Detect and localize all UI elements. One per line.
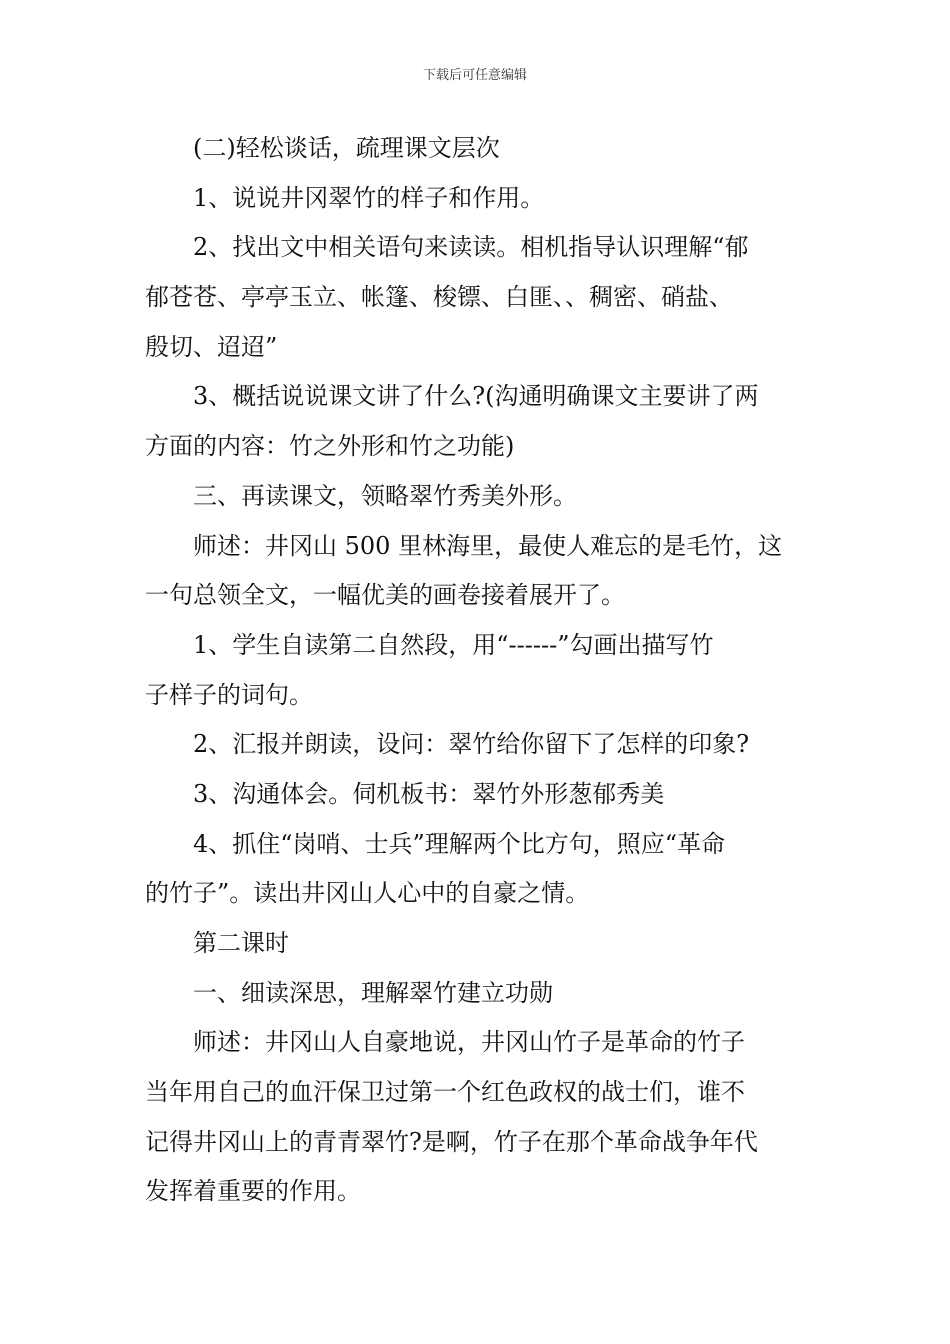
paragraph-line: 方面的内容：竹之外形和竹之功能) xyxy=(145,432,515,461)
paragraph-line: 三、再读课文，领略翠竹秀美外形。 xyxy=(193,481,577,510)
paragraph-line: 4、抓住“岗哨、士兵”理解两个比方句，照应“革命 xyxy=(193,829,726,858)
paragraph-line: 的竹子”。读出井冈山人心中的自豪之情。 xyxy=(145,879,590,908)
paragraph-line: 发挥着重要的作用。 xyxy=(145,1177,361,1206)
paragraph-line: 当年用自己的血汗保卫过第一个红色政权的战士们，谁不 xyxy=(145,1078,745,1107)
document-body xyxy=(145,124,810,1217)
paragraph-line: 师述：井冈山 500 里林海里，最使人难忘的是毛竹，这 xyxy=(193,531,783,560)
paragraph-line: 记得井冈山上的青青翠竹?是啊，竹子在那个革命战争年代 xyxy=(145,1127,758,1156)
paragraph-line: 2、找出文中相关语句来读读。相机指导认识理解“郁 xyxy=(193,233,749,262)
paragraph-line: 2、汇报并朗读，设问：翠竹给你留下了怎样的印象? xyxy=(193,730,750,759)
paragraph-line: 一、细读深思，理解翠竹建立功勋 xyxy=(193,978,553,1007)
paragraph-line: (二)轻松谈话，疏理课文层次 xyxy=(193,134,500,162)
paragraph-line: 师述：井冈山人自豪地说，井冈山竹子是革命的竹子 xyxy=(193,1028,745,1057)
paragraph-line: 殷切、迢迢” xyxy=(145,332,278,361)
section-heading: 第二课时 xyxy=(193,929,289,957)
paragraph-line: 3、沟通体会。伺机板书：翠竹外形葱郁秀美 xyxy=(193,779,665,808)
paragraph-line: 1、说说井冈翠竹的样子和作用。 xyxy=(193,183,545,212)
paragraph-line: 郁苍苍、亭亭玉立、帐篷、梭镖、白匪、、稠密、硝盐、 xyxy=(145,283,733,312)
paragraph-line: 3、概括说说课文讲了什么?(沟通明确课文主要讲了两 xyxy=(193,382,759,411)
paragraph-line: 1、学生自读第二自然段，用“------”勾画出描写竹 xyxy=(193,630,714,659)
page-header: 下载后可任意编辑 xyxy=(422,68,527,83)
paragraph-line: 子样子的词句。 xyxy=(145,680,313,709)
paragraph-line: 一句总领全文，一幅优美的画卷接着展开了。 xyxy=(145,581,625,610)
